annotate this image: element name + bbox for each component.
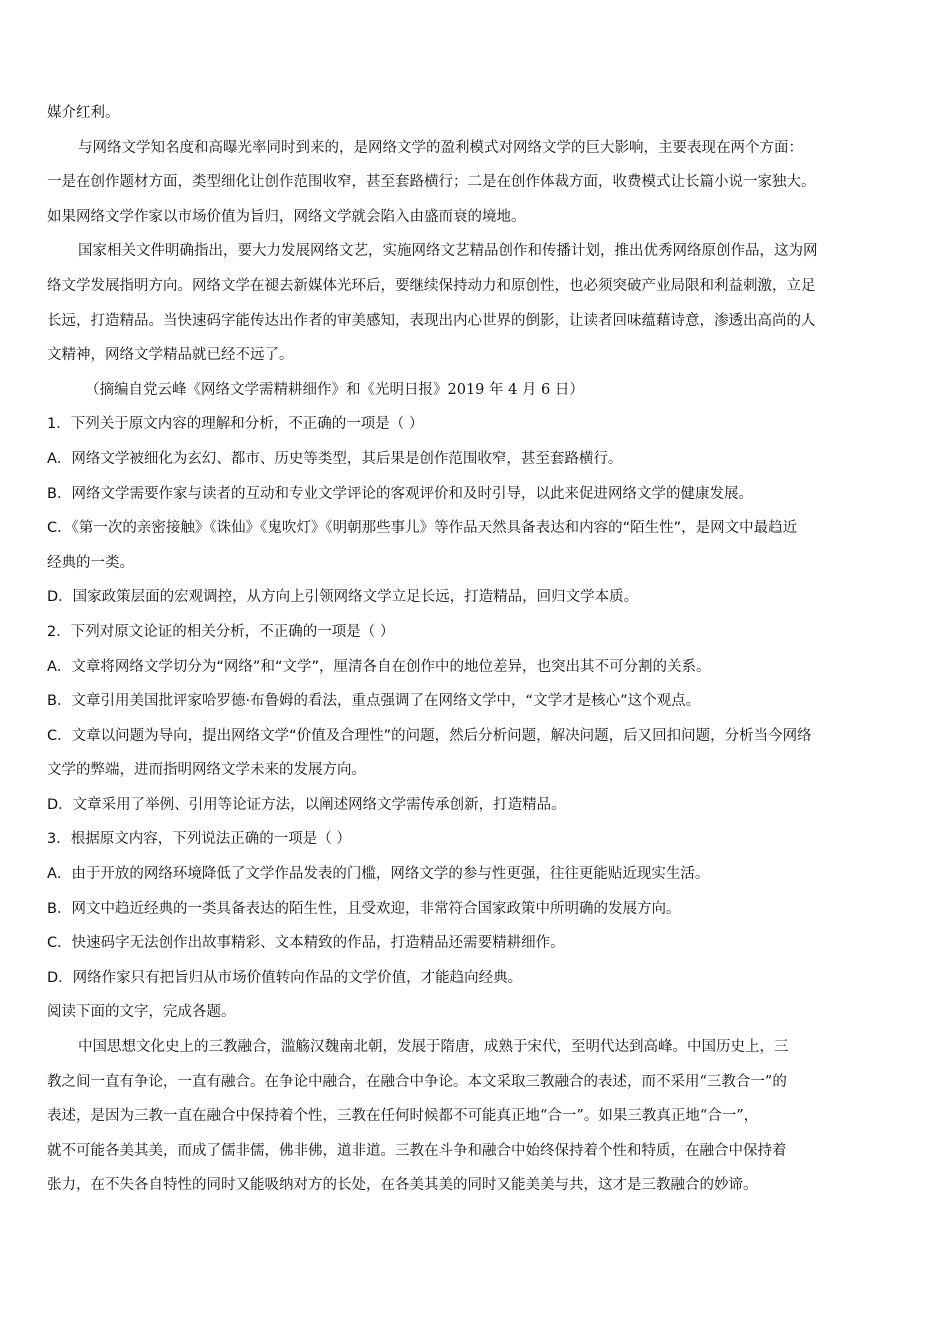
option-b: B．文章引用美国批评家哈罗德·布鲁姆的看法，重点强调了在网络文学中，“文学才是核心”这个观点。 <box>47 693 701 710</box>
option-b: B．网文中趋近经典的一类具备表达的陌生性，且受欢迎，非常符合国家政策中所明确的发展方向。 <box>47 900 681 917</box>
passage-line: 媒介红利。 <box>47 105 120 121</box>
passage-line: 如果网络文学作家以市场价值为旨归，网络文学就会陷入由盛而衰的境地。 <box>47 208 526 225</box>
question-stem: 3．根据原文内容，下列说法正确的一项是（ ） <box>47 831 351 848</box>
passage-line: 一是在创作题材方面，类型细化让创作范围收窄，甚至套路横行；二是在创作体裁方面，收费模式让长篇小说一家独大。 <box>47 174 816 191</box>
option-b: B．网络文学需要作家与读者的互动和专业文学评论的客观评价和及时引导，以此来促进网络文学的健康发展。 <box>47 485 753 502</box>
passage-1 <box>47 96 907 407</box>
passage-line: 长远，打造精品。当快速码字能传达出作者的审美感知，表现出内心世界的倒影，让读者回味蕴藉诗意，渗透出高尚的人 <box>47 312 816 329</box>
option-c: C．文章以问题为导向，提出网络文学“价值及合理性”的问题，然后分析问题，解决问题，后又回扣问题，分析当今网络 <box>47 727 812 744</box>
option-c-continued: 文学的弊端，进而指明网络文学未来的发展方向。 <box>47 762 366 779</box>
question-stem: 2．下列对原文论证的相关分析，不正确的一项是（ ） <box>47 623 395 640</box>
passage-line: 络文学发展指明方向。网络文学在褪去新媒体光环后，要继续保持动力和原创性，也必须突破产业局限和利益刺激，立足 <box>47 277 816 294</box>
source-citation: （摘编自党云峰《网络文学需精耕细作》和《光明日报》2019 年 4 月 6 日） <box>85 381 584 398</box>
reading-instruction: 阅读下面的文字，完成各题。 <box>47 1004 236 1021</box>
option-d: D．文章采用了举例、引用等论证方法，以阐述网络文学需传承创新，打造精品。 <box>47 796 566 813</box>
reading-2 <box>47 995 907 1203</box>
option-d: D．国家政策层面的宏观调控，从方向上引领网络文学立足长远，打造精品，回归文学本质。 <box>47 589 639 606</box>
option-c: C．快速码字无法创作出故事精彩、文本精致的作品，打造精品还需要精耕细作。 <box>47 935 565 952</box>
passage-line: 国家相关文件明确指出，要大力发展网络文艺，实施网络文艺精品创作和传播计划，推出优秀网络原创作品，这为网 <box>78 243 818 260</box>
option-a: A．网络文学被细化为玄幻、都市、历史等类型，其后果是创作范围收窄，甚至套路横行。 <box>47 450 623 467</box>
option-c-continued: 经典的一类。 <box>47 554 134 571</box>
option-a: A．文章将网络文学切分为“网络”和“文学”，厘清各自在创作中的地位差异，也突出其不可分割的关系。 <box>47 658 711 675</box>
passage-line: 文精神，网络文学精品就已经不远了。 <box>47 347 294 364</box>
question-2 <box>47 615 907 823</box>
passage-line: 中国思想文化史上的三教融合，滥觞汉魏南北朝，发展于隋唐，成熟于宋代，至明代达到高峰。中国历史上，三 <box>78 1039 789 1056</box>
passage-line: 教之间一直有争论，一直有融合。在争论中融合，在融合中争论。本文采取三教融合的表述，而不采用“三教合一”的 <box>47 1073 787 1090</box>
question-stem: 1．下列关于原文内容的理解和分析，不正确的一项是（ ） <box>47 416 424 433</box>
option-a: A．由于开放的网络环境降低了文学作品发表的门槛，网络文学的参与性更强，往往更能贴近现实生活。 <box>47 866 710 883</box>
option-d: D．网络作家只有把旨归从市场价值转向作品的文学价值，才能趋向经典。 <box>47 969 523 986</box>
passage-line: 张力，在不失各自特性的同时又能吸纳对方的长处，在各美其美的同时又能美美与共，这才是三教融合的妙谛。 <box>47 1177 758 1194</box>
passage-line: 与网络文学知名度和高曝光率同时到来的，是网络文学的盈利模式对网络文学的巨大影响，主要表现在两个方面： <box>78 139 803 156</box>
question-1 <box>47 407 907 615</box>
passage-line: 表述，是因为三教一直在融合中保持着个性，三教在任何时候都不可能真正地“合一”。如果三教真正地“合一”， <box>47 1108 759 1125</box>
document-page <box>47 96 907 1203</box>
passage-line: 就不可能各美其美，而成了儒非儒，佛非佛，道非道。三教在斗争和融合中始终保持着个性和特质，在融合中保持着 <box>47 1142 787 1159</box>
option-c: C．《第一次的亲密接触》《诛仙》《鬼吹灯》《明朝那些事儿》等作品天然具备表达和内容的“陌生性”，是网文中最趋近 <box>47 520 798 537</box>
question-3 <box>47 822 907 995</box>
